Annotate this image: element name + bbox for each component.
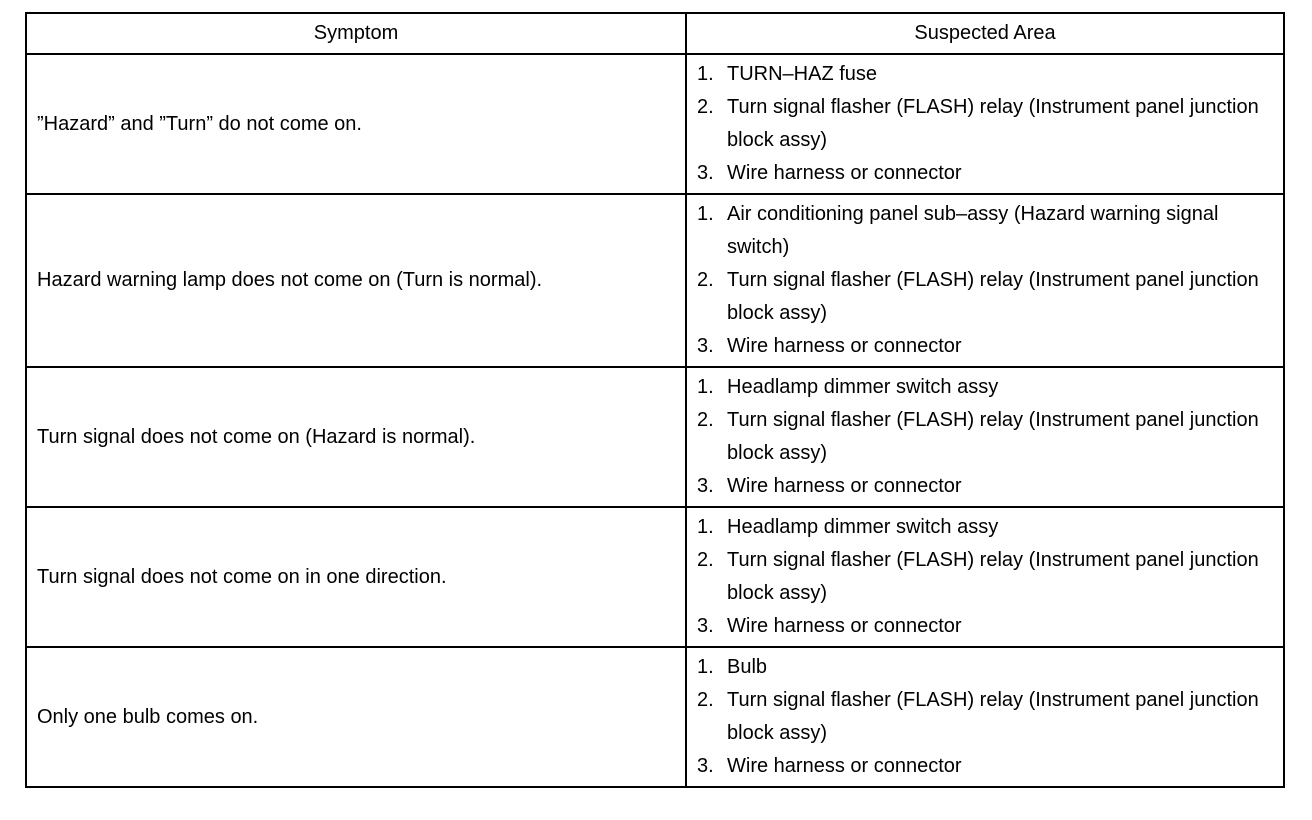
item-number: 2. bbox=[697, 409, 714, 431]
item-text: Turn signal flasher (FLASH) relay (Instrument panel junction block assy) bbox=[727, 96, 1259, 151]
suspected-area-cell bbox=[686, 647, 1284, 787]
item-number: 1. bbox=[697, 656, 714, 678]
table-header-row bbox=[26, 13, 1284, 54]
suspected-area-column-header: Suspected Area bbox=[686, 13, 1284, 54]
item-text: Wire harness or connector bbox=[727, 755, 962, 777]
table-body bbox=[26, 54, 1284, 787]
suspected-area-item bbox=[697, 404, 1273, 470]
item-number: 3. bbox=[697, 615, 714, 637]
suspected-area-item bbox=[697, 651, 1273, 684]
suspected-area-cell bbox=[686, 367, 1284, 507]
item-text: Wire harness or connector bbox=[727, 162, 962, 184]
suspected-area-list bbox=[697, 651, 1273, 783]
item-text: Turn signal flasher (FLASH) relay (Instrument panel junction block assy) bbox=[727, 689, 1259, 744]
suspected-area-list bbox=[697, 58, 1273, 190]
troubleshooting-table bbox=[25, 12, 1285, 788]
suspected-area-item bbox=[697, 511, 1273, 544]
suspected-area-item bbox=[697, 264, 1273, 330]
item-number: 1. bbox=[697, 63, 714, 85]
item-number: 3. bbox=[697, 162, 714, 184]
symptom-cell: ”Hazard” and ”Turn” do not come on. bbox=[26, 54, 686, 194]
item-number: 3. bbox=[697, 755, 714, 777]
table-row bbox=[26, 647, 1284, 787]
symptom-cell: Hazard warning lamp does not come on (Turn is normal). bbox=[26, 194, 686, 367]
item-text: Wire harness or connector bbox=[727, 615, 962, 637]
item-text: Headlamp dimmer switch assy bbox=[727, 516, 999, 538]
suspected-area-item bbox=[697, 58, 1273, 91]
table-row bbox=[26, 54, 1284, 194]
table-row bbox=[26, 367, 1284, 507]
suspected-area-item bbox=[697, 750, 1273, 783]
table-row bbox=[26, 194, 1284, 367]
symptom-column-header: Symptom bbox=[26, 13, 686, 54]
item-number: 2. bbox=[697, 96, 714, 118]
suspected-area-cell bbox=[686, 194, 1284, 367]
item-text: Wire harness or connector bbox=[727, 335, 962, 357]
item-number: 3. bbox=[697, 475, 714, 497]
item-text: Wire harness or connector bbox=[727, 475, 962, 497]
item-text: Bulb bbox=[727, 656, 768, 678]
suspected-area-list bbox=[697, 371, 1273, 503]
table-row bbox=[26, 507, 1284, 647]
suspected-area-item bbox=[697, 157, 1273, 190]
item-number: 2. bbox=[697, 549, 714, 571]
symptom-cell: Turn signal does not come on in one direction. bbox=[26, 507, 686, 647]
suspected-area-item bbox=[697, 470, 1273, 503]
item-text: Turn signal flasher (FLASH) relay (Instrument panel junction block assy) bbox=[727, 409, 1259, 464]
symptom-cell: Turn signal does not come on (Hazard is normal). bbox=[26, 367, 686, 507]
suspected-area-item bbox=[697, 91, 1273, 157]
suspected-area-item bbox=[697, 610, 1273, 643]
item-text: TURN–HAZ fuse bbox=[727, 63, 878, 85]
item-number: 2. bbox=[697, 269, 714, 291]
suspected-area-cell bbox=[686, 507, 1284, 647]
suspected-area-item bbox=[697, 544, 1273, 610]
suspected-area-item bbox=[697, 330, 1273, 363]
item-number: 1. bbox=[697, 376, 714, 398]
symptom-cell: Only one bulb comes on. bbox=[26, 647, 686, 787]
item-text: Turn signal flasher (FLASH) relay (Instrument panel junction block assy) bbox=[727, 269, 1259, 324]
suspected-area-cell bbox=[686, 54, 1284, 194]
item-number: 1. bbox=[697, 203, 714, 225]
item-number: 3. bbox=[697, 335, 714, 357]
item-text: Headlamp dimmer switch assy bbox=[727, 376, 999, 398]
suspected-area-item bbox=[697, 684, 1273, 750]
item-number: 1. bbox=[697, 516, 714, 538]
item-number: 2. bbox=[697, 689, 714, 711]
suspected-area-list bbox=[697, 511, 1273, 643]
suspected-area-list bbox=[697, 198, 1273, 363]
item-text: Air conditioning panel sub–assy (Hazard warning signal switch) bbox=[727, 203, 1219, 258]
item-text: Turn signal flasher (FLASH) relay (Instrument panel junction block assy) bbox=[727, 549, 1259, 604]
suspected-area-item bbox=[697, 371, 1273, 404]
suspected-area-item bbox=[697, 198, 1273, 264]
